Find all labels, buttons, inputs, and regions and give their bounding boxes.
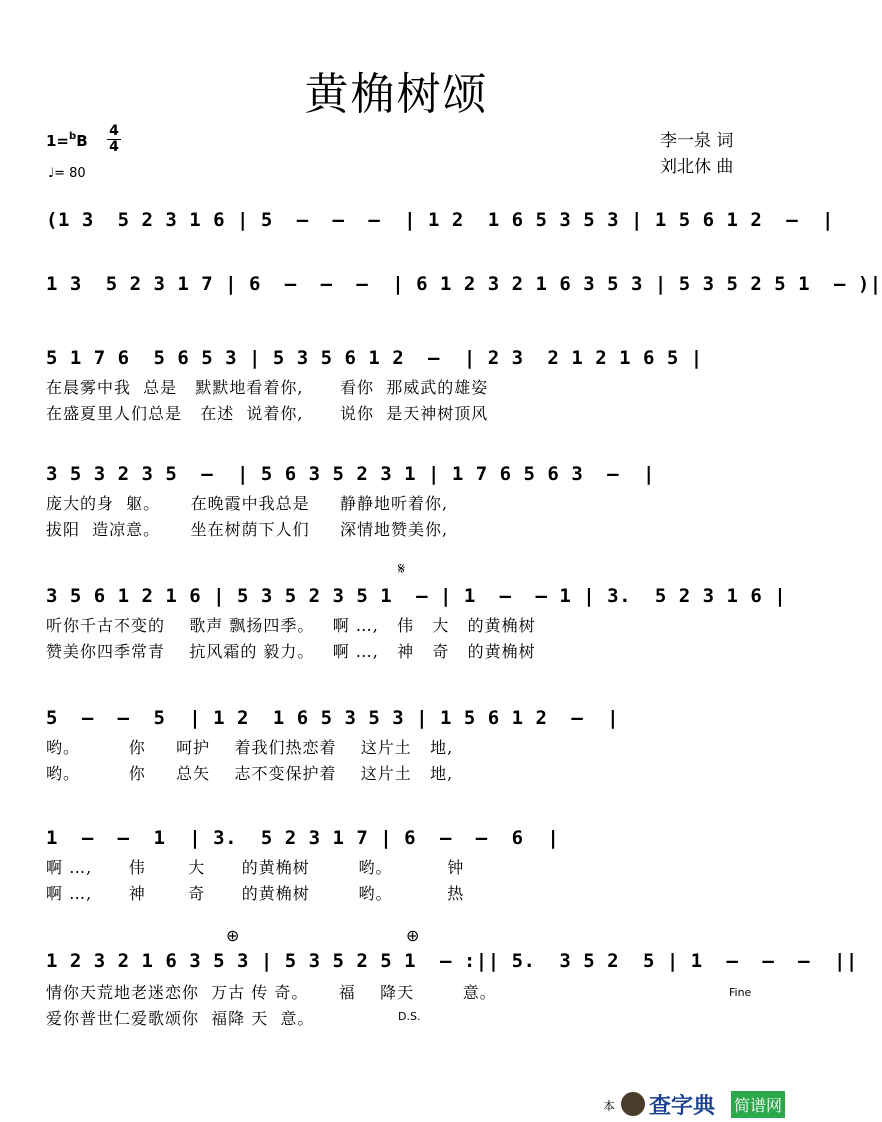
song-title: 黄桷树颂 [304, 69, 489, 120]
fine-mark: Fine [729, 986, 752, 999]
lyrics-verse-1: 在晨雾中我 总是 默默地看着你, 看你 那威武的雄姿 [46, 378, 489, 397]
composer-credit: 刘北休 曲 [660, 157, 734, 177]
notation-line: 3 5 3 2 3 5 – | 5 6 3 5 2 3 1 | 1 7 6 5 6 3 – | [46, 463, 655, 485]
key-signature: 1=$^b$B [46, 131, 88, 150]
notation-line: 1 3 5 2 3 1 7 | 6 – – – | 6 1 2 3 2 1 6 3 5 3 | 5 3 5 2 5 1 – )| [46, 273, 882, 295]
segno-sign: 𝄋 [398, 559, 405, 578]
lyrics-verse-2: 啊 …, 神 奇 的黄桷树 哟。 热 [46, 884, 465, 903]
notation-line: 1 2 3 2 1 6 3 5 3 | 5 3 5 2 5 1 – :|| 5. 3 5 2 5 | 1 – – – || [46, 950, 858, 972]
lyrics-verse-2: 爱你普世仁爱歌颂你 福降 天 意。 [46, 1009, 315, 1028]
lyrics-verse-2: 拔阳 造凉意。 坐在树荫下人们 深情地赞美你, [46, 520, 449, 539]
lyrics-verse-2: 赞美你四季常青 抗风霜的 毅力。 啊 …, 神 奇 的黄桷树 [46, 642, 536, 661]
notation-line: 5 1 7 6 5 6 5 3 | 5 3 5 6 1 2 – | 2 3 2 1 2 1 6 5 | [46, 347, 703, 369]
time-signature: 4 4 [107, 124, 121, 155]
notation-line: (1 3 5 2 3 1 6 | 5 – – – | 1 2 1 6 5 3 5 3 | 1 5 6 1 2 – | [46, 209, 834, 231]
lyrics-verse-1: 听你千古不变的 歌声 飘扬四季。 啊 …, 伟 大 的黄桷树 [46, 616, 536, 635]
lyrics-verse-2: 在盛夏里人们总是 在述 说着你, 说你 是天神树顶风 [46, 404, 489, 423]
lyrics-verse-1: 啊 …, 伟 大 的黄桷树 哟。 钟 [46, 858, 465, 877]
notation-line: 3 5 6 1 2 1 6 | 5 3 5 2 3 5 1 – | 1 – – 1 | 3. 5 2 3 1 6 | [46, 585, 787, 607]
ds-mark: D.S. [398, 1010, 421, 1023]
flat-sign: b [69, 131, 77, 142]
lyrics-verse-1: 情你天荒地老迷恋你 万古 传 奇。 福 降天 意。 [46, 983, 497, 1002]
lyrics-verse-1: 庞大的身 躯。 在晚霞中我总是 静静地听着你, [46, 494, 449, 513]
coda-sign: ⊕ [226, 926, 240, 945]
notation-line: 5 – – 5 | 1 2 1 6 5 3 5 3 | 1 5 6 1 2 – | [46, 707, 620, 729]
tempo-marking: ♩= 80 [48, 166, 86, 181]
footer-brand: 查字典 [649, 1094, 716, 1119]
lyrics-verse-1: 哟。 你 呵护 着我们热恋着 这片土 地, [46, 738, 454, 757]
notation-line: 1 – – 1 | 3. 5 2 3 1 7 | 6 – – 6 | [46, 827, 560, 849]
lyrics-verse-2: 哟。 你 总矢 志不变保护着 这片土 地, [46, 764, 454, 783]
mascot-logo-icon [621, 1092, 645, 1116]
footer-net: 简谱网 [731, 1091, 785, 1118]
footer-ben: 本 [603, 1099, 616, 1113]
lyricist-credit: 李一泉 词 [660, 131, 734, 151]
coda-sign-second: ⊕ [406, 926, 420, 945]
